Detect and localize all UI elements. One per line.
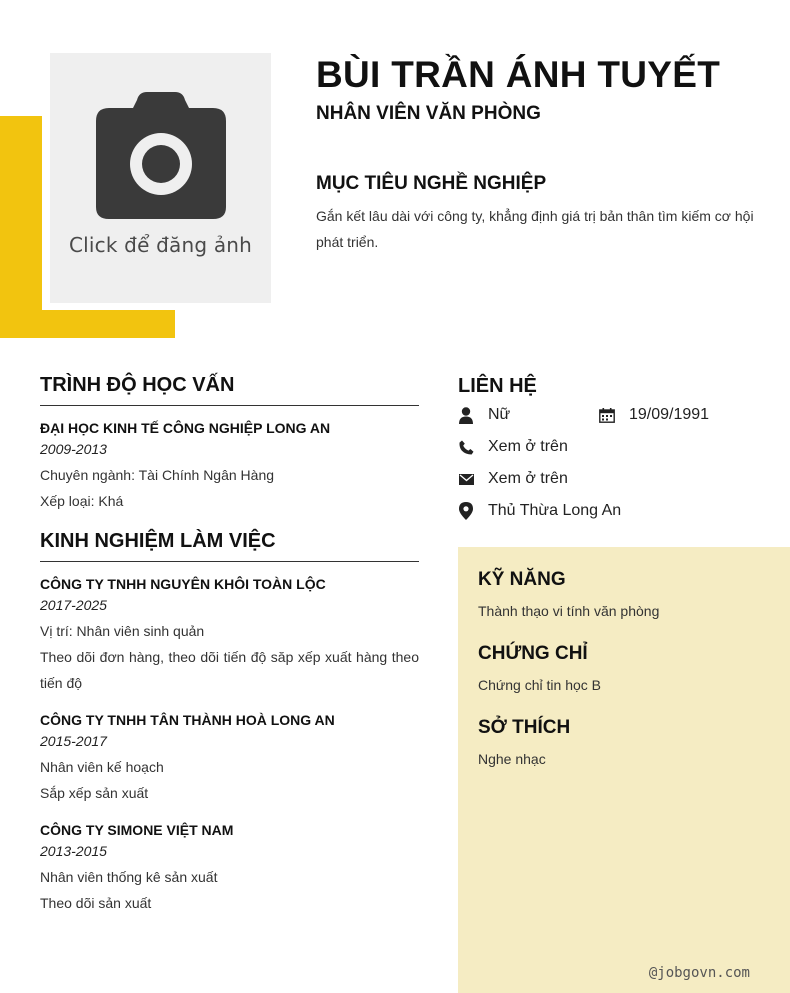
contact-email bbox=[458, 470, 568, 488]
skills-text: Thành thạo vi tính văn phòng bbox=[478, 603, 660, 619]
watermark: @jobgovn.com bbox=[648, 965, 750, 981]
education-rank: Xếp loại: Khá bbox=[40, 493, 124, 509]
photo-caption: Click để đăng ảnh bbox=[68, 233, 253, 257]
phone-value: Xem ở trên bbox=[488, 438, 568, 455]
job-title: NHÂN VIÊN VĂN PHÒNG bbox=[316, 103, 541, 124]
company-name: CÔNG TY TNHH NGUYÊN KHÔI TOÀN LỘC bbox=[40, 576, 326, 592]
experience-date: 2013-2015 bbox=[40, 843, 107, 859]
contact-phone bbox=[458, 438, 568, 456]
experience-line: Theo dõi sản xuất bbox=[40, 895, 152, 911]
certificates-text: Chứng chỉ tin học B bbox=[478, 677, 601, 693]
experience-line: Sắp xếp sản xuất bbox=[40, 785, 149, 801]
accent-block-vertical bbox=[0, 116, 42, 338]
left-column bbox=[40, 374, 419, 916]
location-pin-icon bbox=[458, 502, 474, 520]
experience-line: Nhân viên kế hoạch bbox=[40, 759, 164, 775]
company-name: CÔNG TY SIMONE VIỆT NAM bbox=[40, 822, 234, 838]
experience-date: 2017-2025 bbox=[40, 597, 107, 613]
gender-value: Nữ bbox=[488, 406, 511, 423]
hobbies-text: Nghe nhạc bbox=[478, 751, 546, 767]
experience-entry bbox=[40, 574, 419, 696]
photo-upload[interactable] bbox=[50, 53, 271, 303]
address-value: Thủ Thừa Long An bbox=[488, 502, 622, 519]
education-entry bbox=[40, 418, 419, 514]
education-heading: TRÌNH ĐỘ HỌC VẤN bbox=[40, 374, 419, 406]
experience-heading: KINH NGHIỆM LÀM VIỆC bbox=[40, 530, 419, 562]
contact-birthday bbox=[599, 406, 709, 424]
experience-entry bbox=[40, 820, 419, 916]
email-value: Xem ở trên bbox=[488, 470, 568, 487]
objective-text: Gắn kết lâu dài với công ty, khẳng định giá trị bản thân tìm kiếm cơ hội phát triển. bbox=[316, 208, 754, 250]
camera-icon bbox=[95, 53, 227, 225]
calendar-icon bbox=[599, 406, 615, 424]
contact-address bbox=[458, 502, 621, 520]
experience-line: Theo dõi đơn hàng, theo dõi tiến độ săp xếp xuất hàng theo tiến độ bbox=[40, 649, 419, 691]
company-name: CÔNG TY TNHH TÂN THÀNH HOÀ LONG AN bbox=[40, 712, 335, 728]
experience-line: Vị trí: Nhân viên sinh quản bbox=[40, 623, 205, 639]
school-name: ĐẠI HỌC KINH TẾ CÔNG NGHIỆP LONG AN bbox=[40, 420, 331, 436]
experience-entry bbox=[40, 710, 419, 806]
birthday-value: 19/09/1991 bbox=[629, 406, 710, 423]
accent-block-horizontal bbox=[0, 310, 175, 338]
education-date: 2009-2013 bbox=[40, 441, 107, 457]
objective-heading: MỤC TIÊU NGHỀ NGHIỆP bbox=[316, 173, 547, 194]
certificates-heading: CHỨNG CHỈ bbox=[478, 643, 588, 664]
person-icon bbox=[458, 406, 474, 424]
phone-icon bbox=[458, 438, 474, 456]
contact-gender bbox=[458, 406, 510, 424]
skills-heading: KỸ NĂNG bbox=[478, 569, 566, 590]
candidate-name: BÙI TRẦN ÁNH TUYẾT bbox=[316, 54, 721, 95]
mail-icon bbox=[458, 470, 474, 488]
experience-line: Nhân viên thống kê sản xuất bbox=[40, 869, 218, 885]
education-major: Chuyên ngành: Tài Chính Ngân Hàng bbox=[40, 467, 275, 483]
hobbies-heading: SỞ THÍCH bbox=[478, 717, 571, 738]
side-panel bbox=[458, 547, 790, 993]
experience-date: 2015-2017 bbox=[40, 733, 107, 749]
contact-heading: LIÊN HỆ bbox=[458, 375, 537, 397]
